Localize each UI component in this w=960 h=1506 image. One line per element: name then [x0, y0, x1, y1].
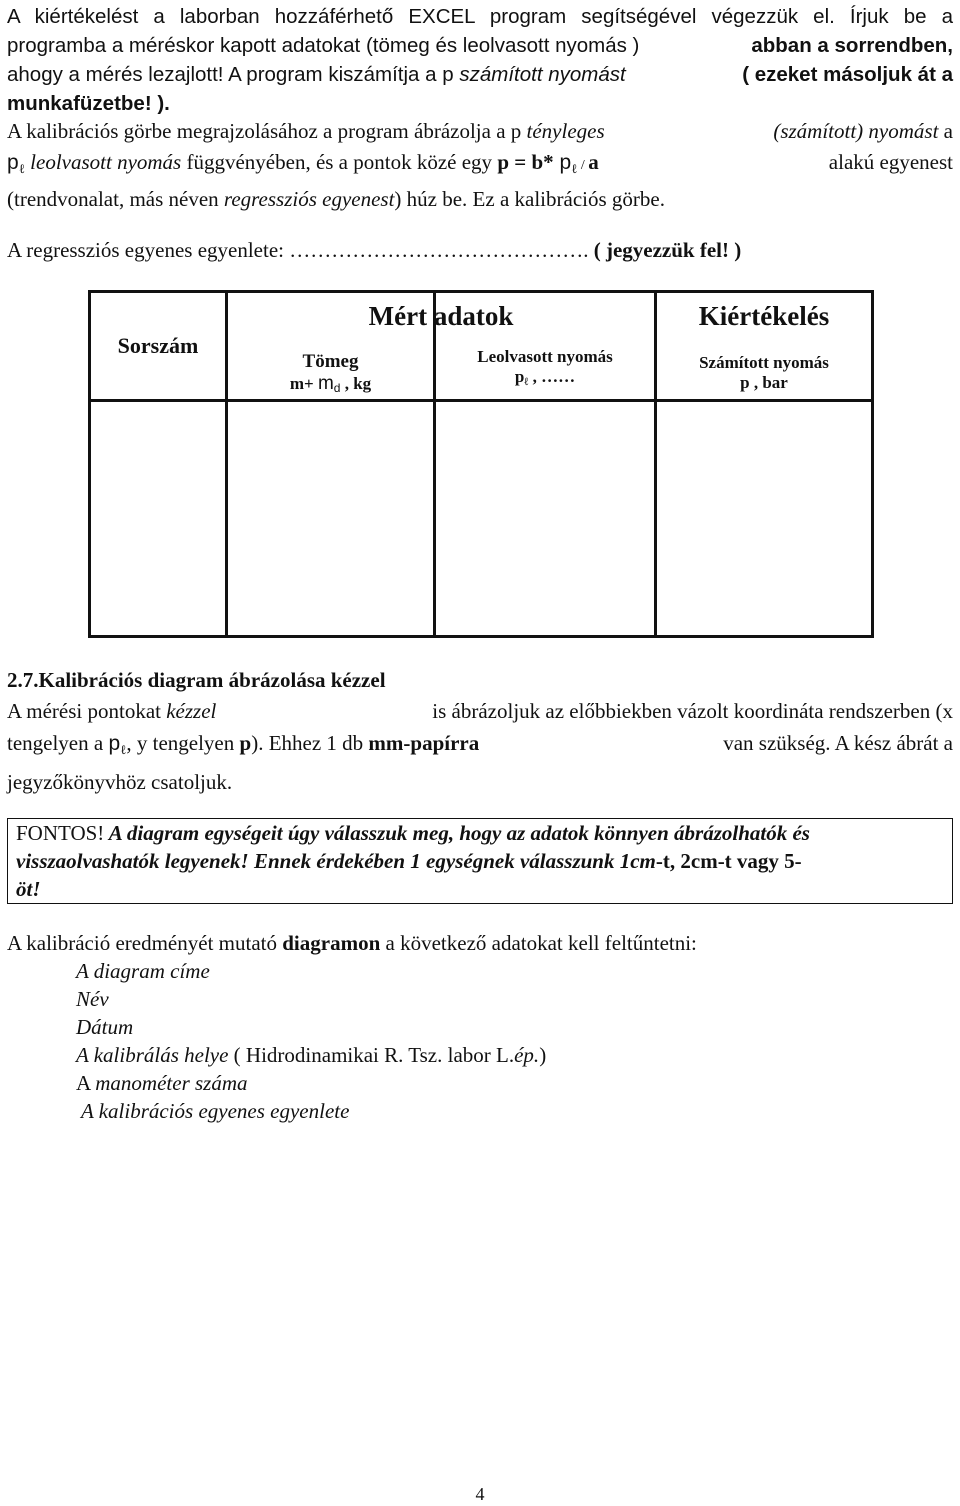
notice-line-2: visszaolvashatók legyenek! Ennek érdekében 1 egységnek válasszunk 1cm-t, 2cm-t vagy 5-	[16, 849, 802, 873]
header-mert-adatok: Mért adatok	[368, 301, 514, 331]
intro-line-4: munkafüzetbe! ).	[7, 92, 170, 115]
regression-line: A regressziós egyenes egyenlete: ……………………………………. ( jegyezzük fel! )	[7, 238, 742, 262]
intro-paragraph	[7, 2, 953, 31]
intro-paragraph-cont	[7, 31, 953, 118]
calib-line-3: (trendvonalat, más néven regressziós egyenest) húz be. Ez a kalibrációs görbe.	[7, 187, 665, 211]
calib-line-1: A kalibrációs görbe megrajzolásához a program ábrázolja a p tényleges (számított) nyomást a	[7, 119, 953, 143]
results-item-title: A diagram címe	[76, 959, 210, 983]
intro-line-2: programba a méréskor kapott adatokat (tömeg és leolvasott nyomás ) abban a sorrendben,	[7, 34, 953, 57]
header-szamitott: Számított nyomás p , bar	[699, 353, 829, 392]
calib-line-2: $p_\ell$ leolvasott nyomás függvényében, és a pontok közé egy p = b* $p_\ell$ / a alakú egyenest	[7, 150, 953, 176]
results-item-date: Dátum	[76, 1015, 134, 1039]
calibration-paragraph	[7, 116, 953, 215]
intro-line-1: A kiértékelést a laborban hozzáférhető EXCEL program segítségével végezzük el. Írjuk be a	[7, 5, 953, 28]
section-line-2: tengelyen a $p_\ell$, y tengelyen p). Ehhez 1 db mm-papírra van szükség. A kész ábrát a	[7, 731, 953, 757]
results-item-equation: A kalibrációs egyenes egyenlete	[81, 1099, 350, 1123]
results-item-place: A kalibrálás helye ( Hidrodinamikai R. Tsz. labor L.ép.)	[76, 1043, 547, 1067]
table-divider	[433, 293, 436, 635]
intro-line-3: ahogy a mérés lezajlott! A program kiszámítja a p számított nyomást ( ezeket másoljuk át a	[7, 63, 953, 86]
notice-line-3: öt!	[16, 877, 41, 901]
header-kiertekeles: Kiértékelés	[698, 301, 830, 331]
table-header-divider	[91, 399, 871, 402]
important-notice-box	[7, 818, 953, 904]
measurement-table	[88, 290, 874, 638]
table-divider	[225, 293, 228, 635]
notice-line-1: FONTOS! A diagram egységeit úgy válasszuk meg, hogy az adatok könnyen ábrázolhatók és	[16, 821, 810, 845]
section-line-3: jegyzőkönyvhöz csatoljuk.	[7, 770, 233, 794]
page-number: 4	[475, 1484, 485, 1504]
section-heading: 2.7.Kalibrációs diagram ábrázolása kézzel	[7, 668, 386, 692]
header-tomeg: Tömeg m+ md , kg	[289, 351, 372, 395]
table-divider	[654, 293, 657, 635]
results-item-manometer: A manométer száma	[76, 1071, 248, 1095]
header-sorszam: Sorszám	[117, 333, 199, 358]
section-body	[7, 695, 953, 798]
results-intro: A kalibráció eredményét mutató diagramon a következő adatokat kell feltűntetni:	[7, 931, 697, 955]
header-leolvasott: Leolvasott nyomás pℓ , ……	[477, 347, 613, 388]
section-line-1: A mérési pontokat kézzel is ábrázoljuk az előbbiekben vázolt koordináta rendszerben (x	[7, 699, 953, 723]
results-item-name: Név	[76, 987, 109, 1011]
